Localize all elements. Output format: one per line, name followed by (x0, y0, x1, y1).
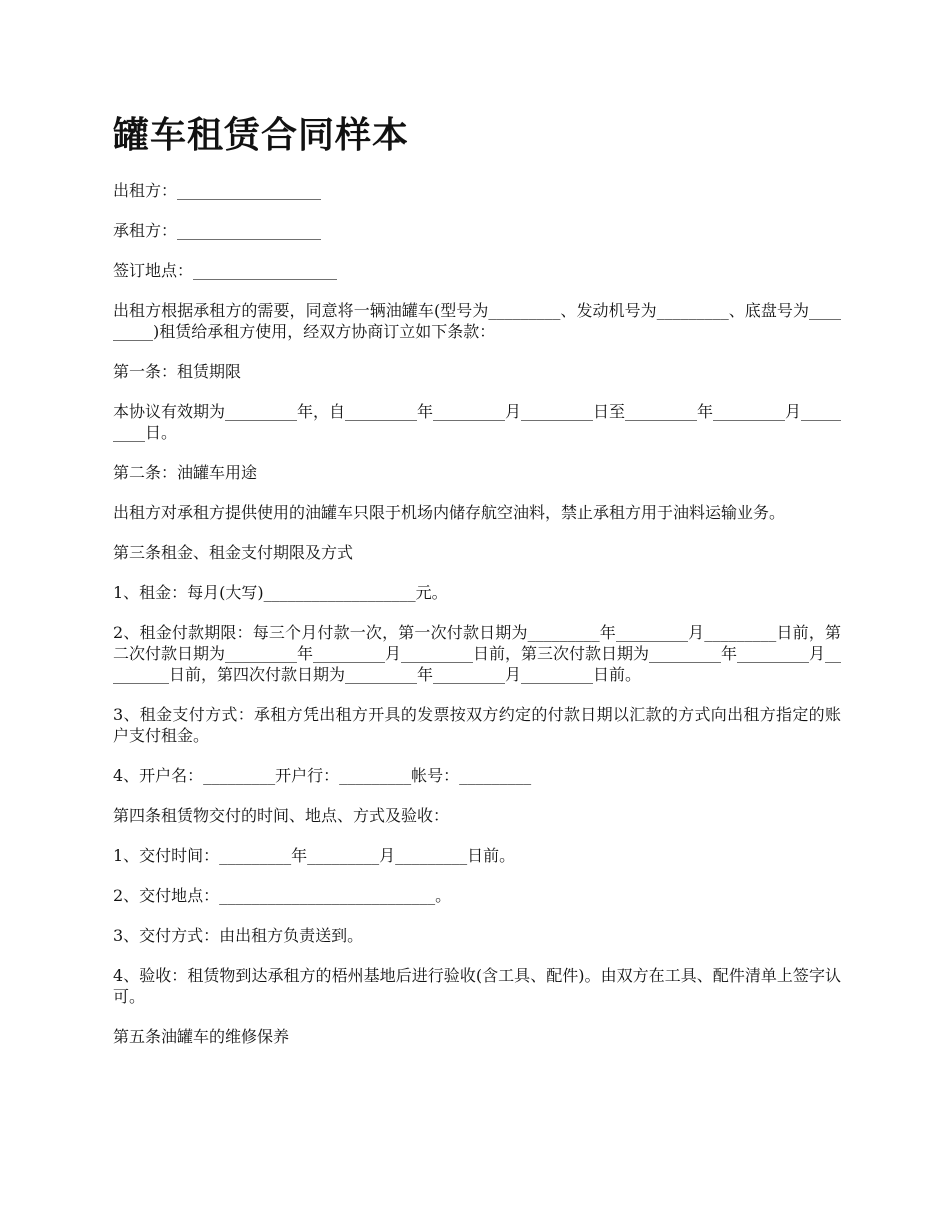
article-1-term-paragraph: 本协议有效期为_________年，自_________年_________月_________日至_________年_________月_________日。 (113, 402, 842, 442)
preamble-paragraph: 出租方根据承租方的需要，同意将一辆油罐车(型号为_________、发动机号为_________、底盘号为_________)租赁给承租方使用，经双方协商订立如下条款： (113, 301, 841, 341)
lessee-line: 承租方：__________________ (113, 221, 322, 240)
document-page (113, 112, 841, 1066)
rent-payment-method-clause: 3、租金支付方式：承租方凭出租方开具的发票按双方约定的付款日期以汇款的方式向出租方指定的账户支付租金。 (113, 705, 841, 745)
signing-location-line: 签订地点：__________________ (113, 261, 338, 280)
delivery-time-clause: 1、交付时间：_________年_________月_________日前。 (113, 846, 516, 865)
article-3-heading: 第三条租金、租金支付期限及方式 (113, 543, 354, 562)
document-title: 罐车租赁合同样本 (113, 115, 410, 156)
article-2-usage-paragraph: 出租方对承租方提供使用的油罐车只限于机场内储存航空油料，禁止承租方用于油料运输业务。 (113, 503, 786, 522)
rent-amount-clause: 1、租金：每月(大写)___________________元。 (113, 583, 448, 602)
delivery-method-clause: 3、交付方式：由出租方负责送到。 (113, 926, 364, 945)
article-2-heading: 第二条：油罐车用途 (113, 463, 258, 482)
rent-payment-schedule-clause: 2、租金付款期限：每三个月付款一次，第一次付款日期为_________年_________月_________日前，第二次付款日期为_________年_________月_________日前，第三次付款日期为_________年_________月_________日前，第四次付款日期为_________年_________月_________日前。 (113, 623, 842, 684)
article-5-heading: 第五条油罐车的维修保养 (113, 1027, 290, 1046)
acceptance-clause: 4、验收：租赁物到达承租方的梧州基地后进行验收(含工具、配件)。由双方在工具、配件清单上签字认可。 (113, 966, 841, 1006)
bank-account-clause: 4、开户名：_________开户行：_________帐号：_________ (113, 766, 532, 785)
article-4-heading: 第四条租赁物交付的时间、地点、方式及验收： (113, 806, 450, 825)
article-1-heading: 第一条：租赁期限 (113, 362, 242, 381)
lessor-line: 出租方：__________________ (113, 181, 322, 200)
delivery-location-clause: 2、交付地点：___________________________。 (113, 886, 452, 905)
